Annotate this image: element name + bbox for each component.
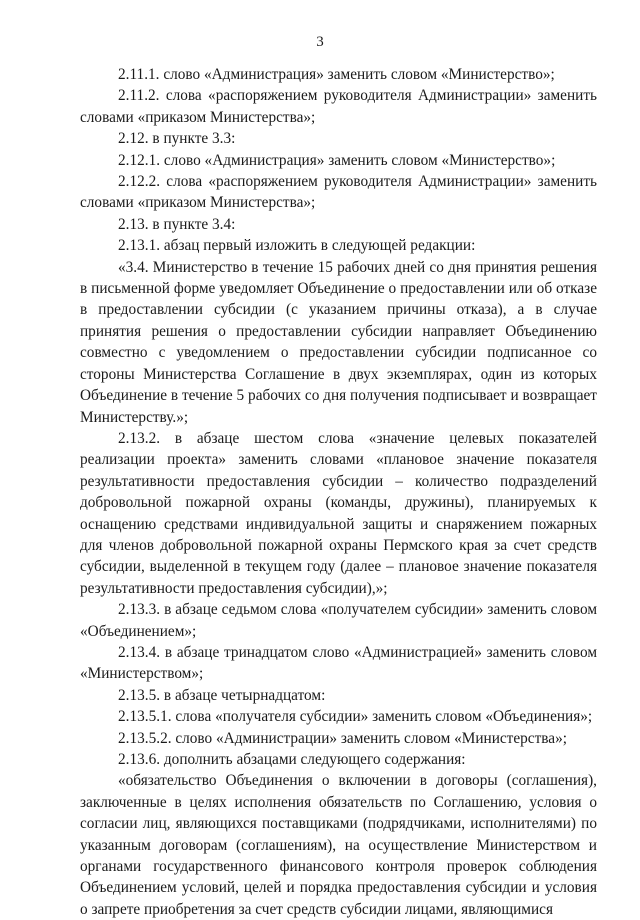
paragraph-2-13-5-1: 2.13.5.1. слова «получателя субсидии» заменить словом «Объединения»; xyxy=(118,708,593,726)
paragraph-2-12: 2.12. в пункте 3.3: xyxy=(118,130,236,148)
paragraph-2-11-2: 2.11.2. слова «распоряжением руководителя Администрации» заменить словами «приказом Министерства»; xyxy=(80,87,597,126)
paragraph-2-13-2: 2.13.2. в абзаце шестом слова «значение целевых показателей реализации проекта» заменить словами «плановое значение показателя результативности предоставления субсидии – количество подразделений добровольной пожарной охраны (команды, дружины), планируемых к оснащению средствами индивидуальной защиты и снаряжением пожарных для членов добровольной пожарной охраны Пермского края за счет средств субсидии, выделенной в текущем году (далее – плановое значение показателя результативности предоставления субсидии),»; xyxy=(80,429,597,597)
paragraph-quote-3-4: «3.4. Министерство в течение 15 рабочих дней со дня принятия решения в письменной форме уведомляет Объединение о предоставлении или об отказе в предоставлении субсидии (с указанием причины отказа), а в случае принятия решения о предоставлении субсидии направляет Объединению совместно с уведомлением о предоставлении субсидии подписанное со стороны Министерства Соглашение в двух экземплярах, один из которых Объединение в течение 5 рабочих со дня получения подписывает и возвращает Министерству.»; xyxy=(80,258,597,426)
paragraph-2-13-5: 2.13.5. в абзаце четырнадцатом: xyxy=(118,686,326,704)
paragraph-2-13: 2.13. в пункте 3.4: xyxy=(118,215,236,233)
page-number: 3 xyxy=(316,34,324,50)
paragraph-2-13-3: 2.13.3. в абзаце седьмом слова «получателем субсидии» заменить словом «Объединением»; xyxy=(80,601,597,640)
paragraph-quote-obligation: «обязательство Объединения о включении в договоры (соглашения), заключенные в целях исполнения обязательств по Соглашению, условия о согласии лиц, являющихся поставщиками (подрядчиками, исполнителями) по указанным договорам (соглашениям), на осуществление Министерством и органами государственного финансового контроля проверок соблюдения Объединением условий, целей и порядка предоставления субсидии и условия о запрете приобретения за счет средств субсидии лицами, являющимися xyxy=(80,772,597,918)
paragraph-2-13-6: 2.13.6. дополнить абзацами следующего содержания: xyxy=(118,751,466,768)
paragraph-2-13-1: 2.13.1. абзац первый изложить в следующей редакции: xyxy=(118,237,476,255)
paragraph-2-13-4: 2.13.4. в абзаце тринадцатом слово «Администрацией» заменить словом «Министерством»; xyxy=(80,643,597,683)
paragraph-2-12-2: 2.12.2. слова «распоряжением руководителя Администрации» заменить словами «приказом Министерства»; xyxy=(80,173,597,212)
document-body xyxy=(80,64,597,920)
paragraph-2-11-1: 2.11.1. слово «Администрация» заменить словом «Министерство»; xyxy=(118,66,555,83)
paragraph-2-13-5-2: 2.13.5.2. слово «Администрации» заменить словом «Министерства»; xyxy=(118,729,567,747)
paragraph-2-12-1: 2.12.1. слово «Администрация» заменить словом «Министерство»; xyxy=(118,151,556,169)
